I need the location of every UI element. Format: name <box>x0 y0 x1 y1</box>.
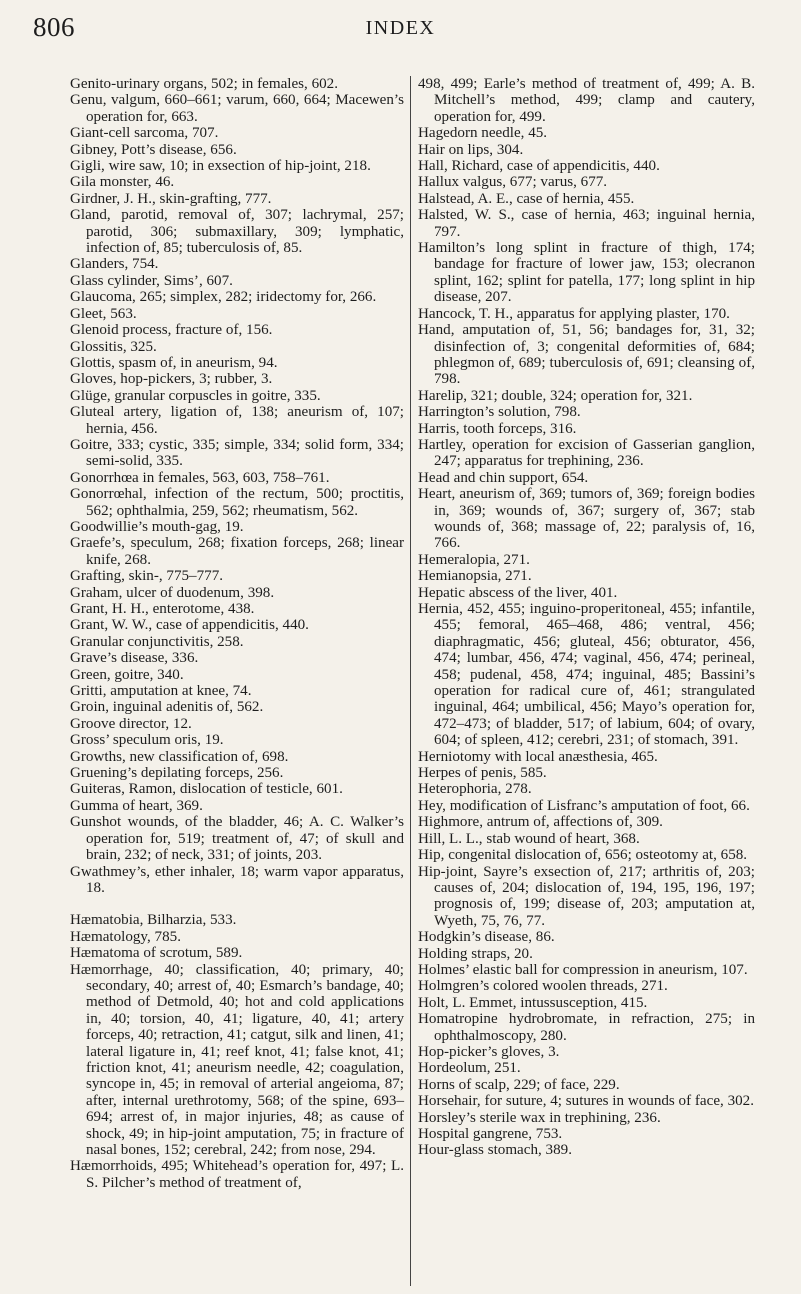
index-entry: Groin, inguinal adenitis of, 562. <box>70 699 264 716</box>
index-entry: Gonorrœhal, infection of the rectum, 500; proctitis, 562; ophthalmia, 259, 562; rheumatism, 562. <box>70 486 404 519</box>
index-entry: Gila monster, 46. <box>70 174 175 191</box>
index-entry: Hey, modification of Lisfranc’s amputation of foot, 66. <box>418 797 750 814</box>
index-entry: Hill, L. L., stab wound of heart, 368. <box>418 830 640 847</box>
index-entry: Gritti, amputation at knee, 74. <box>70 683 252 700</box>
index-entry: Hospital gangrene, 753. <box>418 1126 563 1142</box>
index-entry: Gluteal artery, ligation of, 138; aneurism of, 107; hernia, 456. <box>70 404 404 437</box>
index-entry: Hernia, 452, 455; inguino-properitoneal, 455; infantile, 455; femoral, 465–468, 486; ventral, 456; diaphragmatic, 456; gluteal, 456; obturator, 456, 474; lumbar, 456, 474; vaginal, 456, 474; perineal, 458; pudenal, 458, 474; inguinal, 485; Bassini’s operation for radical cure of, 461; strangulated inguinal, 464; umbilical, 456; Mayo’s operation for, 472–473; of bladder, 517; of labium, 604; of ovary, 604; of spleen, 412; cerebri, 231; of stomach, 391. <box>418 601 755 749</box>
index-entry: Highmore, antrum of, affections of, 309. <box>418 814 663 831</box>
index-entry: Glüge, granular corpuscles in goitre, 335. <box>70 387 321 404</box>
index-entry: Hall, Richard, case of appendicitis, 440. <box>418 158 660 175</box>
index-entry: Herniotomy with local anæsthesia, 465. <box>418 748 658 765</box>
index-entry: Groove director, 12. <box>70 715 192 732</box>
index-entry: Glass cylinder, Sims’, 607. <box>70 272 233 289</box>
index-entry: Heart, aneurism of, 369; tumors of, 369; foreign bodies in, 369; wounds of, 367; surgery of, 367; stab wounds of, 368; massage of, 22; paralysis of, 16, 766. <box>418 486 755 552</box>
index-entry: Gland, parotid, removal of, 307; lachrymal, 257; parotid, 306; submaxillary, 309; lymphatic, infection of, 85; tuberculosis of, 85. <box>70 207 404 257</box>
index-entry: Hodgkin’s disease, 86. <box>418 929 555 946</box>
index-column-right <box>418 76 755 1159</box>
index-entry: Glossitis, 325. <box>70 338 157 355</box>
index-entry: Granular conjunctivitis, 258. <box>70 633 244 650</box>
index-entry: Genu, valgum, 660–661; varum, 660, 664; Macewen’s operation for, 663. <box>70 92 404 125</box>
index-entry: Homatropine hydrobromate, in refraction, 275; in ophthalmoscopy, 280. <box>418 1011 755 1044</box>
index-entry: Giant-cell sarcoma, 707. <box>70 125 219 142</box>
index-entry: Hip-joint, Sayre’s exsection of, 217; arthritis of, 203; causes of, 204; dislocation of, 194, 195, 196, 197; prognosis of, 199; disease of, 203; amputation at, Wyeth, 75, 76, 77. <box>418 863 755 929</box>
index-entry: Halstead, A. E., case of hernia, 455. <box>418 190 635 207</box>
index-entry: Gigli, wire saw, 10; in exsection of hip-joint, 218. <box>70 158 371 175</box>
index-entry: Hæmatobia, Bilharzia, 533. <box>70 912 237 929</box>
index-entry: Hamilton’s long splint in fracture of thigh, 174; bandage for fracture of lower jaw, 153; olecranon splint, 162; splint for patella, 177; long splint in hip disease, 207. <box>418 240 755 306</box>
index-entry: Growths, new classification of, 698. <box>70 748 289 765</box>
index-entry: Head and chin support, 654. <box>418 469 589 486</box>
index-entry: Hæmorrhage, 40; classification, 40; primary, 40; secondary, 40; arrest of, 40; Esmarch’s bandage, 40; method of Detmold, 40; hot and cold applications in, 40; torsion, 40, 41; ligature, 40, 41; artery forceps, 40; retraction, 41; catgut, silk and linen, 41; lateral ligature in, 41; reef knot, 41; false knot, 41; friction knot, 41; aneurism needle, 42; coagulation, syncope in, 45; in removal of arterial angeioma, 87; after, internal urethrotomy, 568; of the spine, 693–694; arrest of, in major injuries, 48; as cause of shock, 49; in hip-joint amputation, 75; in fracture of nasal bones, 152; cerebral, 242; from nose, 294. <box>70 961 404 1158</box>
index-entry: Hancock, T. H., apparatus for applying plaster, 170. <box>418 305 730 322</box>
index-entry: Holmes’ elastic ball for compression in aneurism, 107. <box>418 961 748 978</box>
index-entry: Horsley’s sterile wax in trephining, 236. <box>418 1109 661 1126</box>
index-entry: Hop-picker’s gloves, 3. <box>418 1043 560 1060</box>
column-divider <box>410 76 411 1286</box>
index-entry: Holding straps, 20. <box>418 945 533 962</box>
index-entry: Hemianopsia, 271. <box>418 568 532 585</box>
index-entry: Horsehair, for suture, 4; sutures in wounds of face, 302. <box>418 1093 754 1110</box>
index-entry: Hordeolum, 251. <box>418 1060 521 1077</box>
index-entry: Harrington’s solution, 798. <box>418 404 581 421</box>
index-entry: Gumma of heart, 369. <box>70 797 203 814</box>
index-entry: Hallux valgus, 677; varus, 677. <box>418 174 608 191</box>
index-entry: Goitre, 333; cystic, 335; simple, 334; solid form, 334; semi-solid, 335. <box>70 436 404 470</box>
page-number: 806 <box>33 12 75 42</box>
index-entry: Graham, ulcer of duodenum, 398. <box>70 584 275 601</box>
index-entry: Glaucoma, 265; simplex, 282; iridectomy for, 266. <box>70 289 377 306</box>
index-entry: Halsted, W. S., case of hernia, 463; inguinal hernia, 797. <box>418 207 755 240</box>
index-entry: Hepatic abscess of the liver, 401. <box>418 584 618 601</box>
index-entry: Holmgren’s colored woolen threads, 271. <box>418 978 668 995</box>
index-entry: Gleet, 563. <box>70 305 137 322</box>
index-entry: Hæmorrhoids, 495; Whitehead’s operation for, 497; L. S. Pilcher’s method of treatment of, <box>70 1158 404 1191</box>
index-entry: Hand, amputation of, 51, 56; bandages for, 31, 32; disinfection of, 3; congenital deformities of, 684; phlegmon of, 689; tuberculosis of, 691; cleansing of, 798. <box>418 322 755 388</box>
index-entry: Genito-urinary organs, 502; in females, 602. <box>70 76 338 92</box>
index-entry: Goodwillie’s mouth-gag, 19. <box>70 518 244 535</box>
index-entry: Gwathmey’s, ether inhaler, 18; warm vapor apparatus, 18. <box>70 863 404 896</box>
index-entry: Grant, W. W., case of appendicitis, 440. <box>70 617 309 634</box>
index-entry: Gross’ speculum oris, 19. <box>70 732 224 749</box>
index-entry: Gonorrhœa in females, 563, 603, 758–761. <box>70 469 330 486</box>
index-entry: Gruening’s depilating forceps, 256. <box>70 765 284 782</box>
index-entry: Hartley, operation for excision of Gasserian ganglion, 247; apparatus for trephining, 236. <box>418 436 755 470</box>
index-entry: Hemeralopia, 271. <box>418 551 530 568</box>
index-entry: Hagedorn needle, 45. <box>418 125 548 142</box>
index-entry: Girdner, J. H., skin-grafting, 777. <box>70 190 272 207</box>
index-entry: Grave’s disease, 336. <box>70 650 199 667</box>
index-entry: Harelip, 321; double, 324; operation for, 321. <box>418 387 693 404</box>
index-entry: Graefe’s, speculum, 268; fixation forceps, 268; linear knife, 268. <box>70 535 404 568</box>
index-entry: Hip, congenital dislocation of, 656; osteotomy at, 658. <box>418 847 748 864</box>
index-entry: Hair on lips, 304. <box>418 141 524 158</box>
index-entry: Heterophoria, 278. <box>418 781 532 798</box>
index-entry: Gunshot wounds, of the bladder, 46; A. C. Walker’s operation for, 519; treatment of, 47; of skull and brain, 232; of neck, 331; of joints, 203. <box>70 814 404 864</box>
index-entry: Gloves, hop-pickers, 3; rubber, 3. <box>70 371 273 388</box>
index-column-left <box>70 76 404 1191</box>
index-entry: Gibney, Pott’s disease, 656. <box>70 141 237 158</box>
page-title: INDEX <box>365 17 436 39</box>
index-entry: Harris, tooth forceps, 316. <box>418 420 577 437</box>
index-entry: Holt, L. Emmet, intussusception, 415. <box>418 994 648 1011</box>
index-entry: Hæmatology, 785. <box>70 928 181 945</box>
index-entry: Glenoid process, fracture of, 156. <box>70 322 273 339</box>
index-entry: Green, goitre, 340. <box>70 666 184 683</box>
index-entry: Glanders, 754. <box>70 256 159 273</box>
index-entry: Horns of scalp, 229; of face, 229. <box>418 1076 620 1093</box>
index-entry: Grafting, skin-, 775–777. <box>70 568 224 585</box>
index-entry: Hour-glass stomach, 389. <box>418 1142 572 1159</box>
index-entry: Grant, H. H., enterotome, 438. <box>70 601 255 617</box>
index-entry: 498, 499; Earle’s method of treatment of, 499; A. B. Mitchell’s method, 499; clamp and cautery, operation for, 499. <box>418 76 755 125</box>
index-entry: Hæmatoma of scrotum, 589. <box>70 945 243 962</box>
index-entry: Guiteras, Ramon, dislocation of testicle, 601. <box>70 781 343 798</box>
index-entry: Glottis, spasm of, in aneurism, 94. <box>70 354 278 371</box>
index-entry: Herpes of penis, 585. <box>418 765 547 782</box>
